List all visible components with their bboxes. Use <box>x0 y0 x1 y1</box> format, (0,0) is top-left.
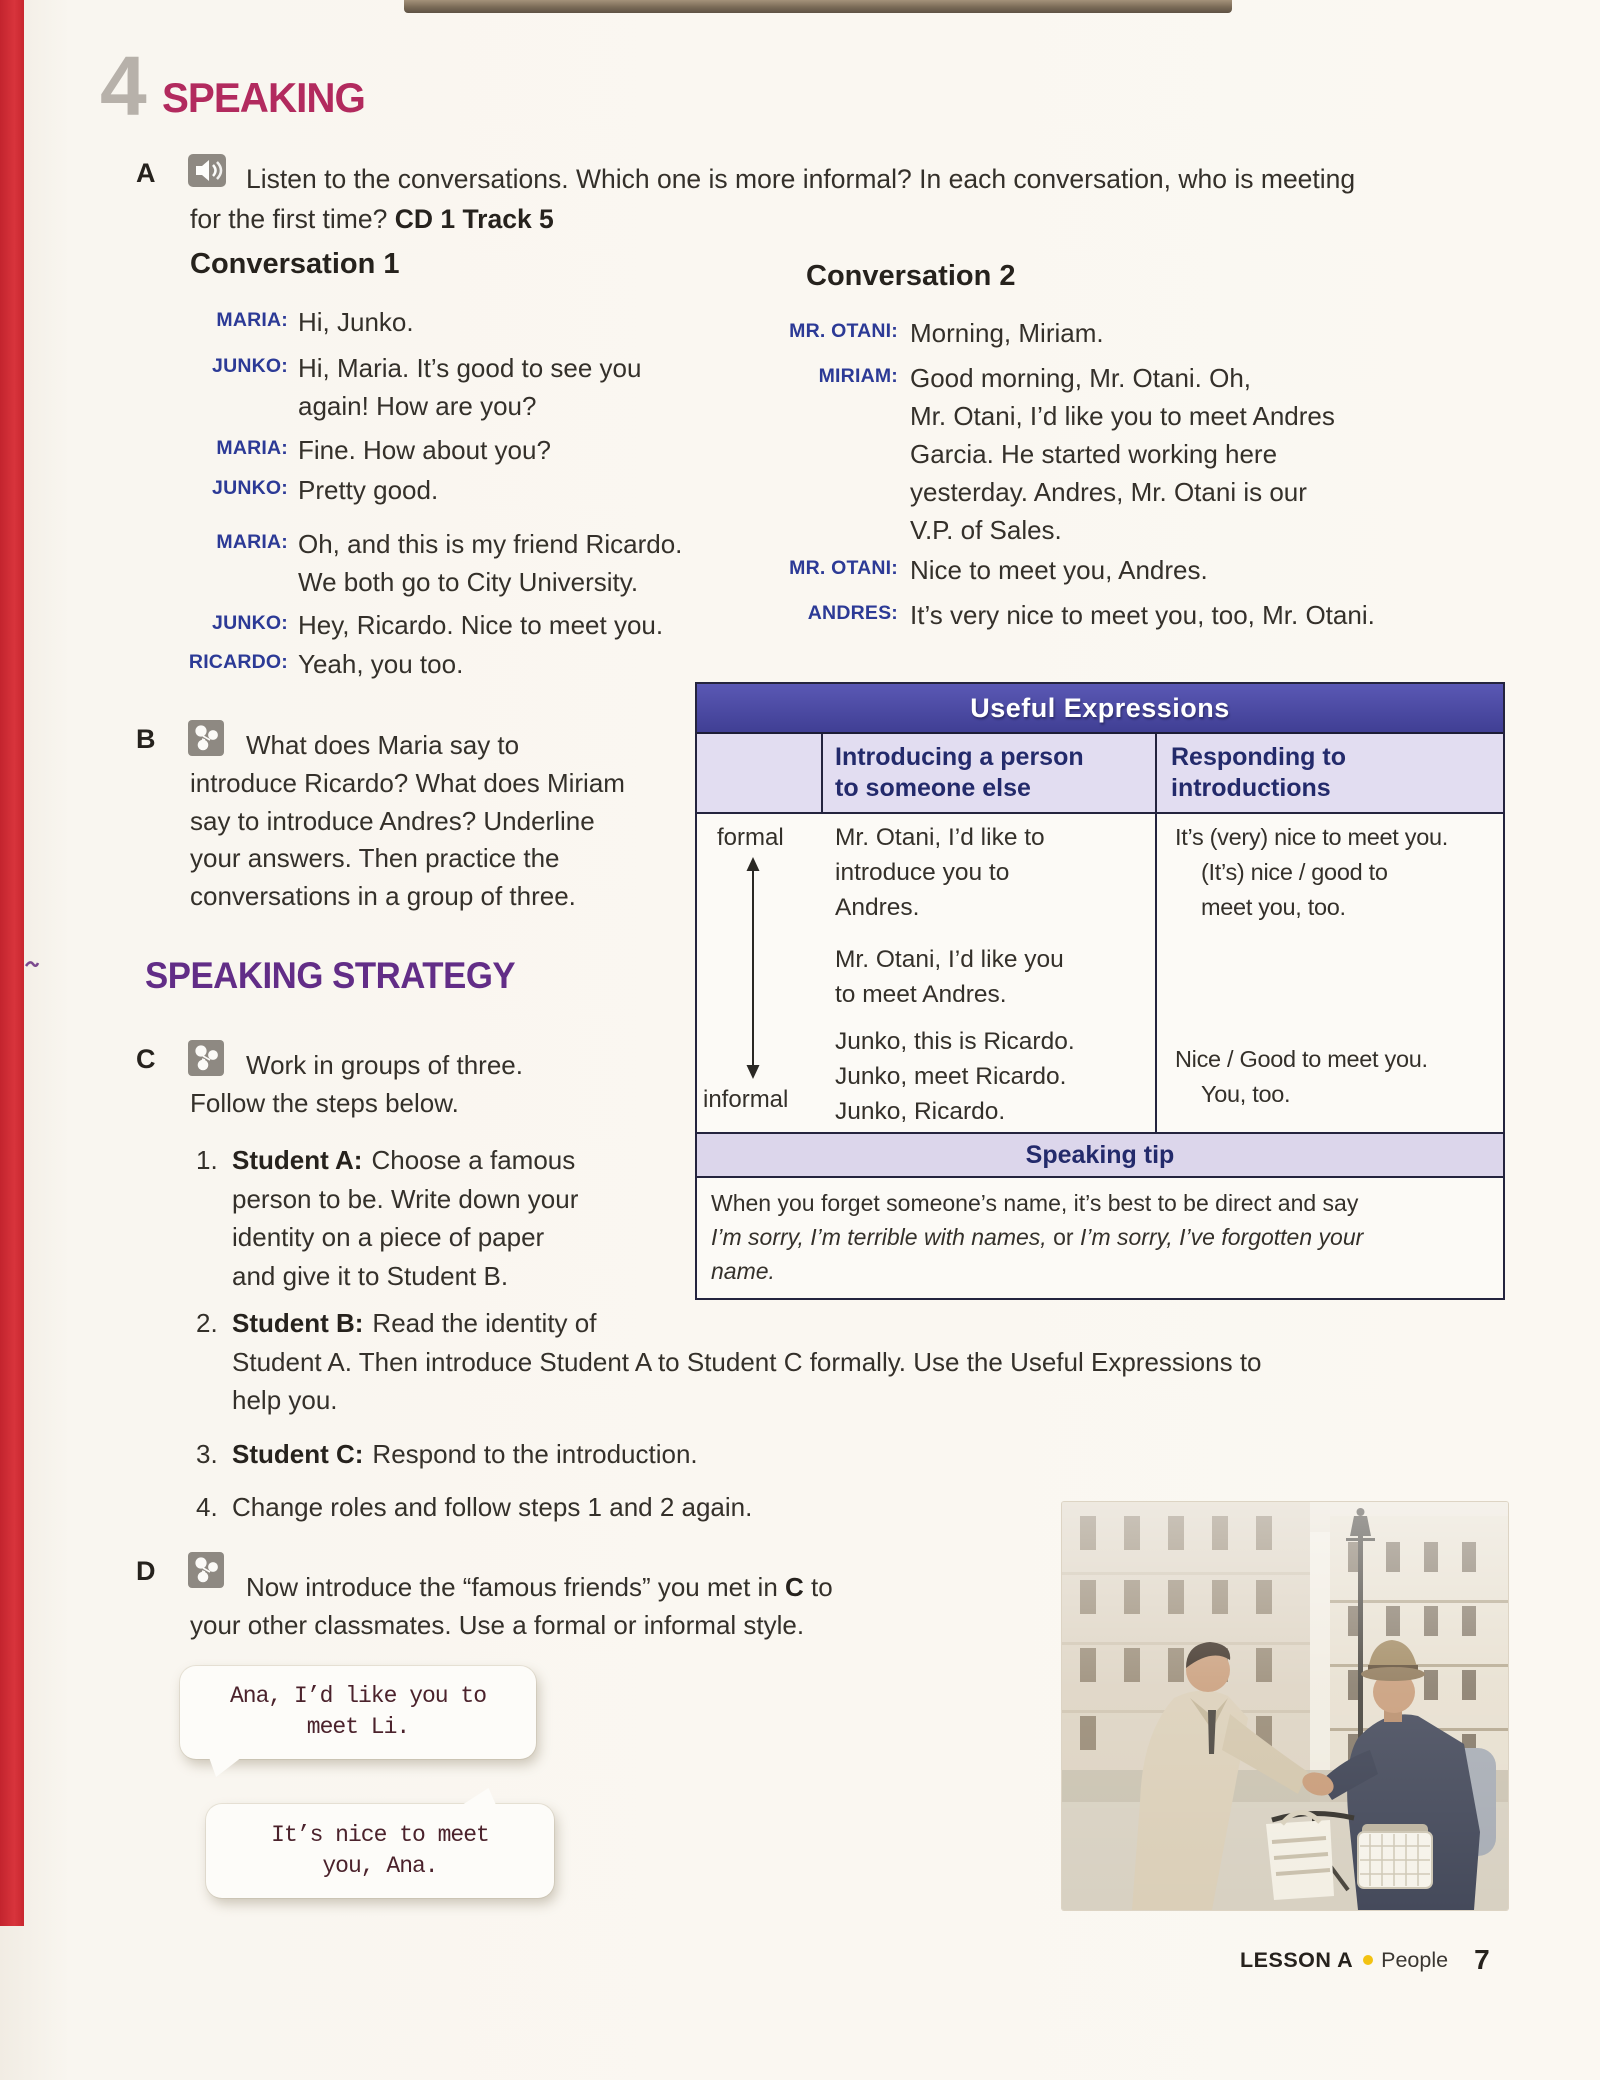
table-title: Useful Expressions <box>697 684 1503 734</box>
stray-ink-mark <box>24 958 40 970</box>
step-item-4: 4. Change roles and follow steps 1 and 2 again. <box>196 1492 753 1522</box>
table-body <box>697 814 1503 1134</box>
dialogue-row <box>180 431 551 469</box>
dialogue-text: Fine. How about you? <box>298 435 551 465</box>
formal-label: formal <box>717 824 784 851</box>
dialogue-text: Nice to meet you, Andres. <box>910 555 1208 585</box>
conversation-2-title: Conversation 2 <box>806 260 1016 292</box>
expression-introducing-1: Mr. Otani, I’d like to introduce you to Andres. <box>835 824 1045 921</box>
speaking-tip-title: Speaking tip <box>697 1134 1503 1178</box>
column-divider <box>1155 814 1157 1132</box>
activity-a-letter: A <box>136 158 156 188</box>
audio-icon <box>188 154 226 192</box>
activity-a-instruction-line2: for the first time? CD 1 Track 5 <box>190 204 554 234</box>
dialogue-text: Oh, and this is my friend Ricardo. We both go to City University. <box>298 529 683 597</box>
speech-bubble-1: Ana, I’d like you to meet Li. <box>180 1666 536 1759</box>
activity-c-letter: C <box>136 1044 156 1074</box>
activity-b-line: introduce Ricardo? What does Miriam <box>190 768 625 798</box>
section-title: SPEAKING <box>162 74 365 121</box>
activity-a-instruction-line1: Listen to the conversations. Which one is more informal? In each conversation, who is meeting <box>246 164 1356 194</box>
speaker-label: MARIA: <box>216 531 288 553</box>
activity-d-letter: D <box>136 1556 156 1586</box>
dialogue-text: Morning, Miriam. <box>910 318 1104 348</box>
step-item-3: 3. Student C: Respond to the introduction. <box>196 1439 698 1469</box>
street-handshake-photo <box>1062 1502 1508 1910</box>
speech-bubble-2: It’s nice to meet you, Ana. <box>206 1804 554 1898</box>
group-work-icon <box>188 1552 224 1593</box>
table-column-headers <box>697 734 1503 814</box>
activity-b-line: say to introduce Andres? Underline <box>190 806 595 836</box>
speaker-label: RICARDO: <box>188 651 288 673</box>
useful-expressions-table <box>695 682 1505 1300</box>
activity-c-line1: Work in groups of three. <box>246 1050 523 1080</box>
lesson-label: LESSON A <box>1240 1947 1354 1972</box>
dialogue-row <box>786 596 1375 634</box>
speaker-label: MR. OTANI: <box>789 320 898 342</box>
bubble-tail <box>462 1788 496 1805</box>
group-work-icon <box>188 720 224 761</box>
page-footer <box>1240 1944 1490 1976</box>
dialogue-text: It’s very nice to meet you, too, Mr. Otani. <box>910 600 1375 630</box>
formality-arrow <box>741 856 765 1080</box>
speaker-label: MARIA: <box>216 309 288 331</box>
activity-b-line: your answers. Then practice the <box>190 843 560 873</box>
dialogue-text: Pretty good. <box>298 475 439 505</box>
dialogue-row <box>786 359 1335 549</box>
bubble-tail <box>206 1757 242 1777</box>
dialogue-text: Yeah, you too. <box>298 649 464 679</box>
activity-b-letter: B <box>136 724 156 754</box>
group-work-icon <box>188 1040 224 1081</box>
dialogue-row <box>786 314 1104 352</box>
dialogue-text: Hi, Junko. <box>298 307 414 337</box>
speaker-label: MR. OTANI: <box>789 557 898 579</box>
speaker-label: MARIA: <box>216 437 288 459</box>
speaker-label: MIRIAM: <box>818 365 898 387</box>
activity-d-line1: Now introduce the “famous friends” you met in C to <box>246 1572 833 1602</box>
dialogue-row <box>180 525 682 601</box>
speaking-tip-text: When you forget someone’s name, it’s best to be direct and say I’m sorry, I’m terrible with names, or I’m sorry, I’ve forgotten your name. <box>711 1190 1364 1284</box>
dialogue-text: Good morning, Mr. Otani. Oh, Mr. Otani, I’d like you to meet Andres Garcia. He started working here yesterday. Andres, Mr. Otani is our V.P. of Sales. <box>910 363 1335 545</box>
activity-b-line: conversations in a group of three. <box>190 881 576 911</box>
dialogue-row <box>180 606 663 644</box>
column-header-responding: Responding to introductions <box>1171 743 1346 802</box>
activity-d-line2: your other classmates. Use a formal or informal style. <box>190 1610 805 1640</box>
dialogue-row <box>180 645 463 683</box>
speaker-label: ANDRES: <box>807 602 898 624</box>
track-label: CD 1 Track 5 <box>394 204 554 234</box>
footer-dot-icon <box>1363 1955 1373 1965</box>
dialogue-row <box>786 551 1208 589</box>
column-header-introducing: Introducing a person to someone else <box>823 734 1157 812</box>
speaker-label: JUNKO: <box>212 612 288 634</box>
unit-number: 4 <box>100 39 147 133</box>
expression-introducing-2: Mr. Otani, I’d like you to meet Andres. <box>835 946 1064 1008</box>
activity-c-line2: Follow the steps below. <box>190 1088 459 1118</box>
page-number: 7 <box>1474 1944 1490 1975</box>
page-edge-red-bar <box>0 0 24 1926</box>
speaker-label: JUNKO: <box>212 355 288 377</box>
informal-label: informal <box>703 1086 789 1113</box>
dialogue-text: Hey, Ricardo. Nice to meet you. <box>298 610 664 640</box>
dialogue-row <box>180 349 641 425</box>
speaking-strategy-heading: SPEAKING STRATEGY <box>145 955 516 996</box>
conversation-1-title: Conversation 1 <box>190 248 400 280</box>
scan-edge-strip <box>404 0 1232 13</box>
dialogue-text: Hi, Maria. It’s good to see you again! How are you? <box>298 353 642 421</box>
dialogue-row <box>180 471 438 509</box>
expression-responding-1: It’s (very) nice to meet you. (It’s) nice / good to meet you, too. <box>1175 824 1448 920</box>
step-item-1: 1. Student A: Choose a famous person to be. Write down your identity on a piece of paper and give it to Student B. <box>196 1145 579 1291</box>
formality-column-spacer <box>697 734 823 812</box>
activity-b-line: What does Maria say to <box>246 730 520 760</box>
unit-label: People <box>1381 1947 1449 1972</box>
expression-responding-2: Nice / Good to meet you. You, too. <box>1175 1046 1428 1107</box>
speaker-label: JUNKO: <box>212 477 288 499</box>
step-item-2: 2. Student B: Read the identity of Student A. Then introduce Student A to Student C formally. Use the Useful Expressions to help you. <box>196 1308 1262 1415</box>
dialogue-row <box>180 303 414 341</box>
expression-introducing-3: Junko, this is Ricardo. Junko, meet Ricardo. Junko, Ricardo. <box>835 1028 1075 1125</box>
